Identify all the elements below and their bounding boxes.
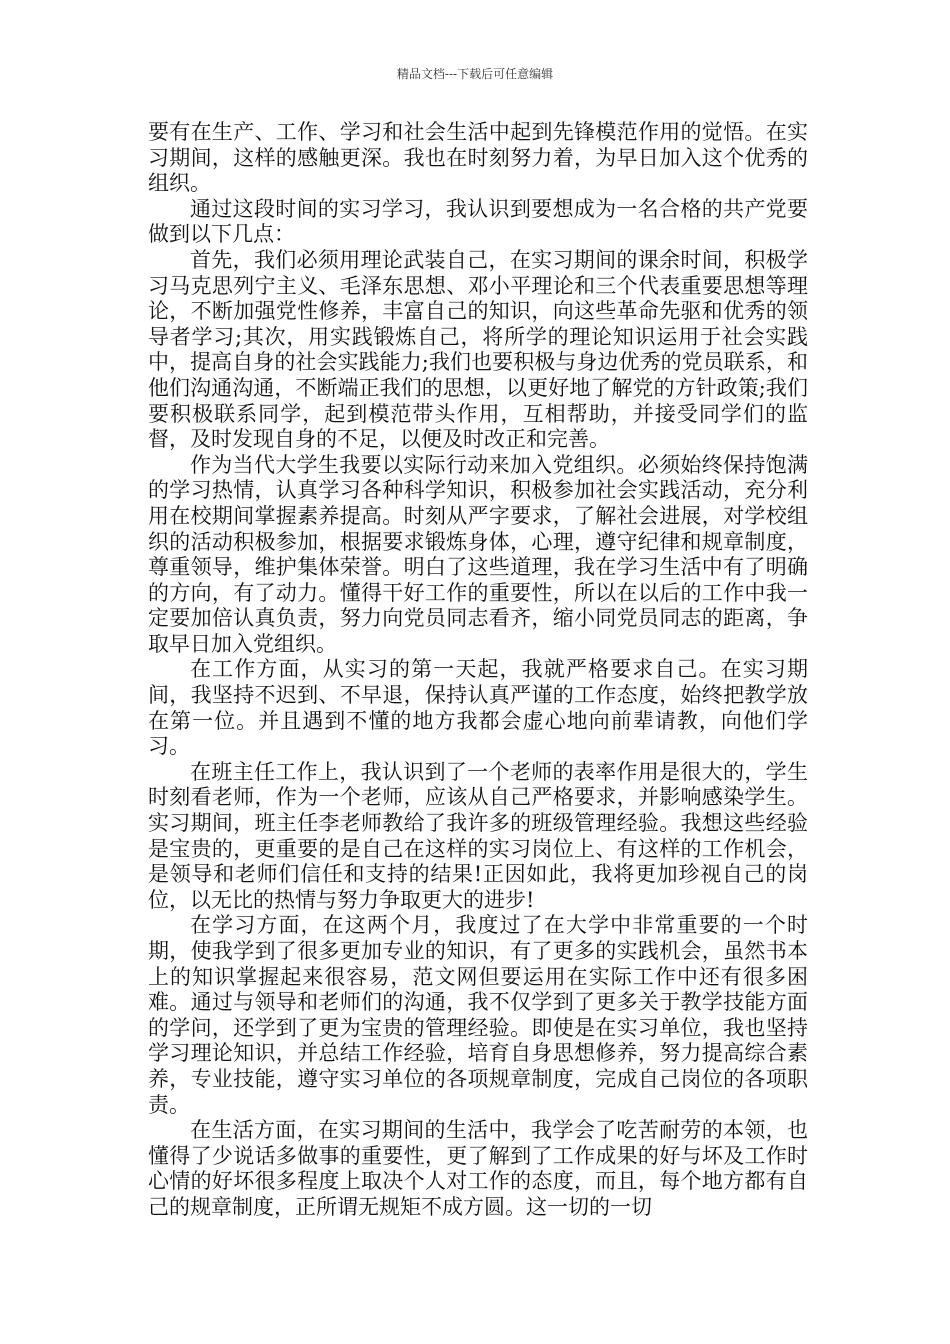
paragraph-action: 作为当代大学生我要以实际行动来加入党组织。必须始终保持饱满的学习热情，认真学习各种科学知识，积极参加社会实践活动，充分利用在校期间掌握素养提高。时刻从严字要求，了解社会进展，对学校组织的活动积极参加，根据要求锻炼身体，心理，遵守纪律和规章制度，尊重领导，维护集体荣誉。明白了这些道理，我在学习生活中有了明确的方向，有了动力。懂得干好工作的重要性，所以在以后的工作中我一定要加倍认真负责，努力向党员同志看齐，缩小同党员同志的距离，争取早日加入党组织。 bbox=[148, 452, 808, 656]
paragraph-work: 在工作方面，从实习的第一天起，我就严格要求自己。在实习期间，我坚持不迟到、不早退，保持认真严谨的工作态度，始终把教学放在第一位。并且遇到不懂的地方我都会虚心地向前辈请教，向他们学习。 bbox=[148, 657, 808, 759]
paragraph-intro-points: 通过这段时间的实习学习，我认识到要想成为一名合格的共产党要做到以下几点： bbox=[148, 196, 808, 247]
paragraph-life: 在生活方面，在实习期间的生活中，我学会了吃苦耐劳的本领，也懂得了少说话多做事的重要性，更了解到了工作成果的好与坏及工作时心情的好坏很多程度上取决个人对工作的态度，而且，每个地方都有自己的规章制度，正所谓无规矩不成方圆。这一切的一切 bbox=[148, 1118, 808, 1219]
paragraph-class-teacher: 在班主任工作上，我认识到了一个老师的表率作用是很大的，学生时刻看老师，作为一个老师，应该从自己严格要求，并影响感染学生。实习期间，班主任李老师教给了我许多的班级管理经验。我想这些经验是宝贵的，更重要的是自己在这样的实习岗位上、有这样的工作机会，是领导和老师们信任和支持的结果!正因如此，我将更加珍视自己的岗位，以无比的热情与努力争取更大的进步! bbox=[148, 759, 808, 912]
paragraph-theory: 首先，我们必须用理论武装自己，在实习期间的课余时间，积极学习马克思列宁主义、毛泽东思想、邓小平理论和三个代表重要思想等理论，不断加强党性修养，丰富自己的知识，向这些革命先驱和优秀的领导者学习;其次，用实践锻炼自己，将所学的理论知识运用于社会实践中，提高自身的社会实践能力;我们也要积极与身边优秀的党员联系，和他们沟通沟通，不断端正我们的思想，以更好地了解党的方针政策;我们要积极联系同学，起到模范带头作用，互相帮助，并接受同学们的监督，及时发现自身的不足，以便及时改正和完善。 bbox=[148, 247, 808, 452]
paragraph-study: 在学习方面，在这两个月，我度过了在大学中非常重要的一个时期，使我学到了很多更加专业的知识，有了更多的实践机会，虽然书本上的知识掌握起来很容易，范文网但要运用在实际工作中还有很多困难。通过与领导和老师们的沟通，我不仅学到了更多关于教学技能方面的学问，还学到了更为宝贵的管理经验。即使是在实习单位，我也坚持学习理论知识，并总结工作经验，培育自身思想修养，努力提高综合素养，专业技能，遵守实习单位的各项规章制度，完成自己岗位的各项职责。 bbox=[148, 913, 808, 1117]
document-body bbox=[148, 120, 808, 1221]
page-header: 精品文档---下载后可任意编辑 bbox=[396, 67, 554, 81]
paragraph-continuation: 要有在生产、工作、学习和社会生活中起到先锋模范作用的觉悟。在实习期间，这样的感触更深。我也在时刻努力着，为早日加入这个优秀的组织。 bbox=[148, 120, 808, 196]
